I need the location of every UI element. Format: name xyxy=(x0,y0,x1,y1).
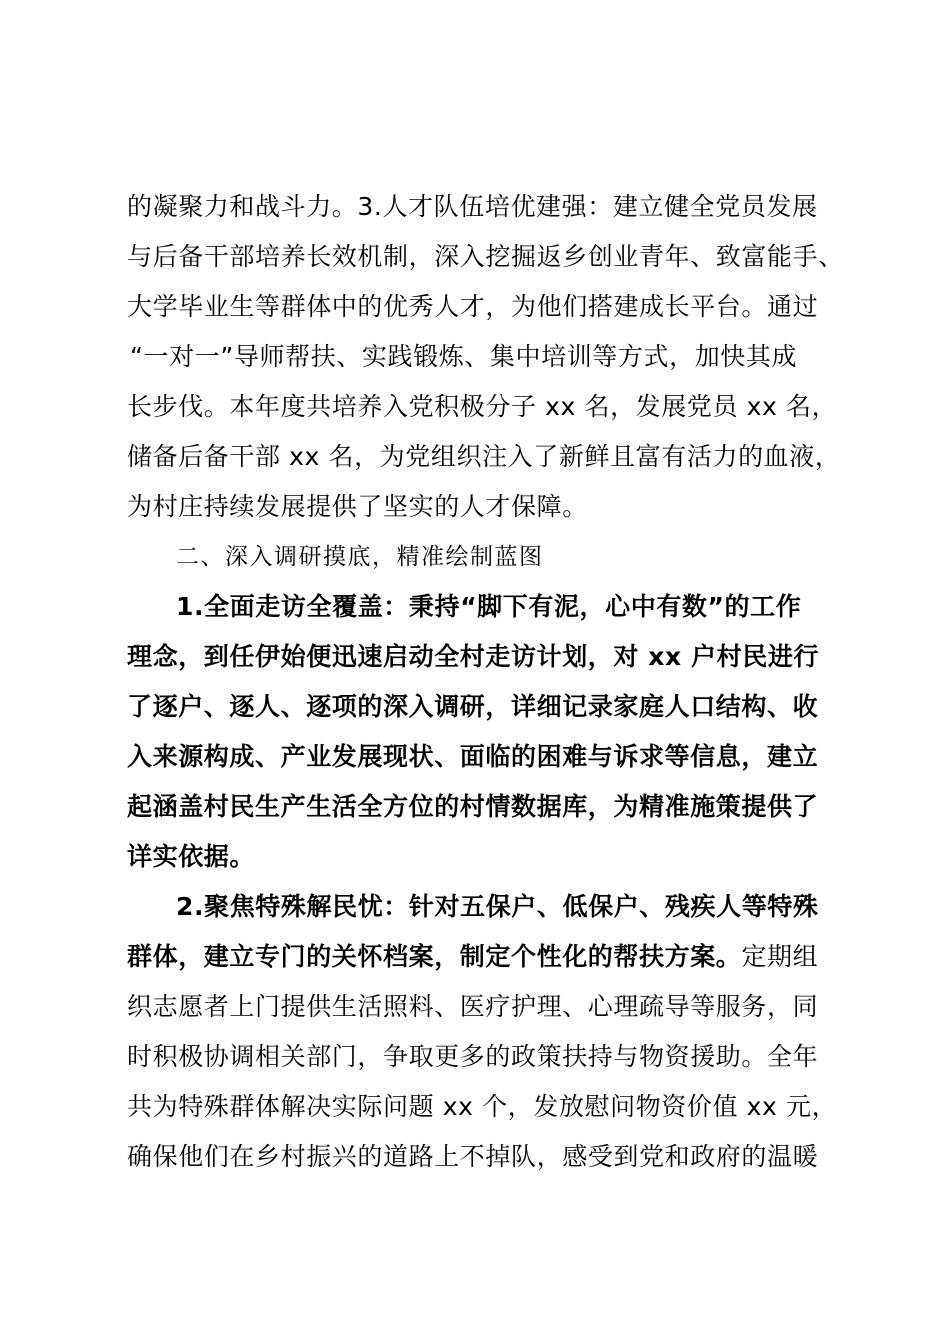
text-line xyxy=(127,942,837,972)
section-heading: 二、深入调研摸底，精准绘制蓝图 xyxy=(176,544,544,570)
text-line: 共为特殊群体解决实际问题 xx 个，发放慰问物资价值 xx 元， xyxy=(127,1092,838,1121)
bold-run: 群体，建立专门的关怀档案，制定个性化的帮扶方案。 xyxy=(127,942,742,971)
text-line: “一对一”导师帮扶、实践锻炼、集中培训等方式，加快其成 xyxy=(130,342,798,371)
text-line: 起涵盖村民生产生活全方位的村情数据库，为精准施策提供了 xyxy=(127,792,819,821)
text-line: 的凝聚力和战斗力。3.人才队伍培优建强：建立健全党员发展 xyxy=(127,192,818,221)
text-line: 了逐户、逐人、逐项的深入调研，详细记录家庭人口结构、收 xyxy=(127,692,819,721)
text-line: 1.全面走访全覆盖：秉持“脚下有泥，心中有数”的工作 xyxy=(176,592,802,621)
text-line: 为村庄持续发展提供了坚实的人才保障。 xyxy=(127,492,588,521)
text-line: 与后备干部培养长效机制，深入挖掘返乡创业青年、致富能手、 xyxy=(127,242,844,271)
text-line: 确保他们在乡村振兴的道路上不掉队，感受到党和政府的温暖 xyxy=(127,1142,819,1171)
text-line: 理念，到任伊始便迅速启动全村走访计划，对 xx 户村民进行 xyxy=(127,642,820,671)
text-line: 织志愿者上门提供生活照料、医疗护理、心理疏导等服务，同 xyxy=(127,992,819,1021)
text-line: 详实依据。 xyxy=(127,842,256,871)
text-line: 储备后备干部 xx 名，为党组织注入了新鲜且富有活力的血液， xyxy=(127,442,841,471)
text-run: 定期组 xyxy=(741,942,819,971)
text-line: 入来源构成、产业发展现状、面临的困难与诉求等信息，建立 xyxy=(127,742,819,771)
text-line: 2.聚焦特殊解民忧：针对五保户、低保户、残疾人等特殊 xyxy=(176,892,819,921)
text-line: 时积极协调相关部门，争取更多的政策扶持与物资援助。全年 xyxy=(127,1042,819,1071)
text-line: 大学毕业生等群体中的优秀人才，为他们搭建成长平台。通过 xyxy=(127,292,819,321)
text-line: 长步伐。本年度共培养入党积极分子 xx 名，发展党员 xx 名， xyxy=(127,392,838,421)
